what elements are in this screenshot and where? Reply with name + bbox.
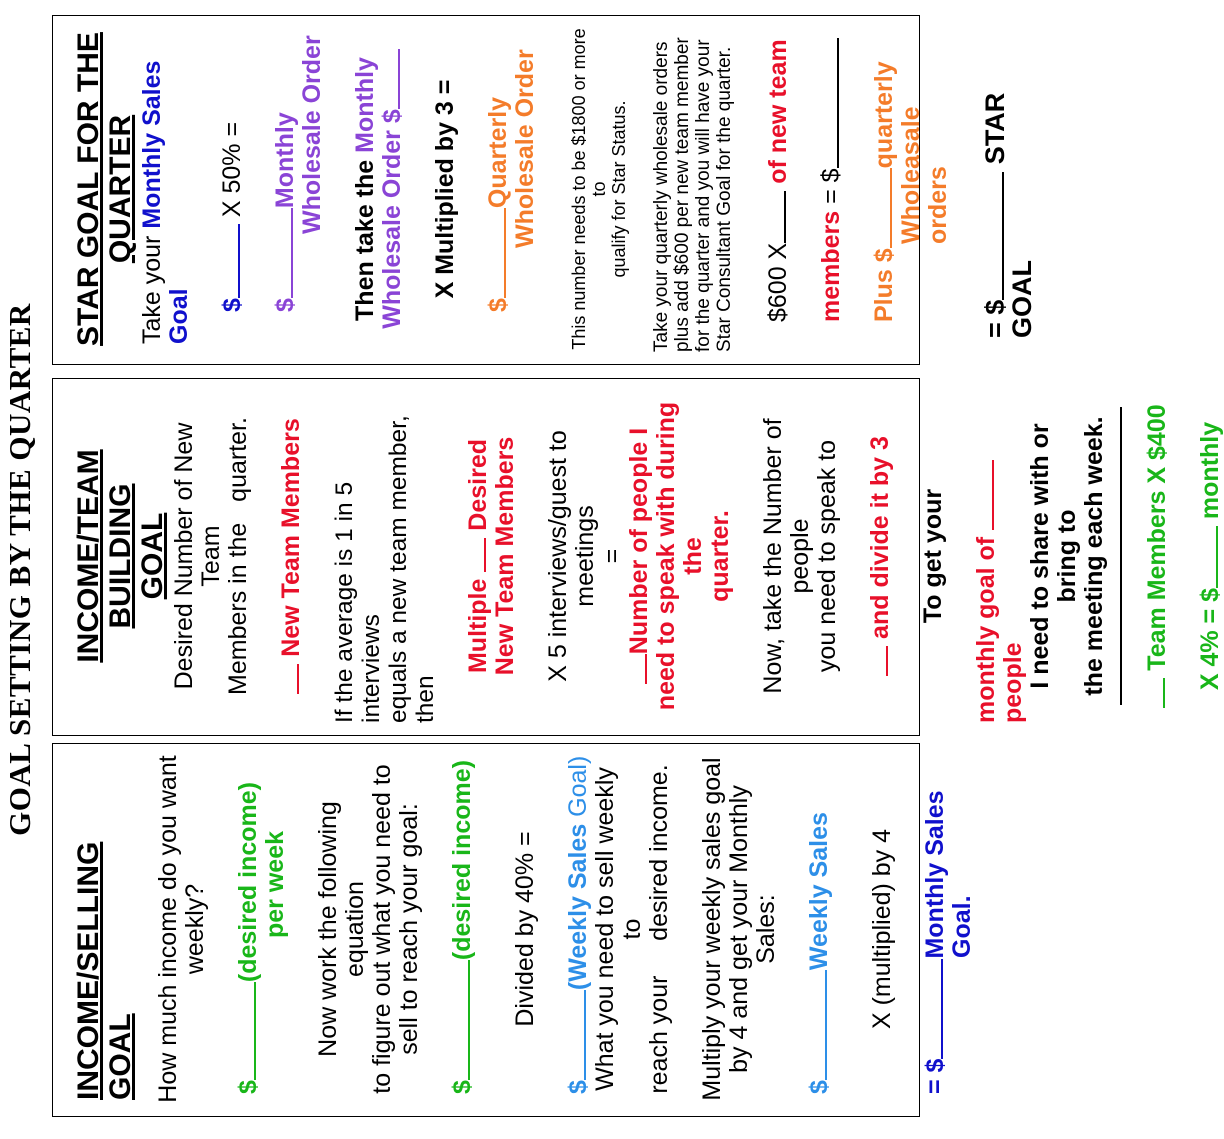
fill-in-blank [837, 38, 839, 168]
dollar-prefix: $ [271, 298, 299, 312]
paren-open: ( [564, 981, 592, 991]
fill-in-blank [825, 970, 827, 1080]
monthly-label: Monthly [271, 112, 299, 209]
star-goal-heading: STAR GOAL FOR THE [72, 32, 105, 346]
equals-dollar-prefix: = $ [921, 1058, 949, 1094]
quarterly-label: quarterly [870, 61, 898, 169]
multiply-instruction-line: Multiply your weekly sales goal [698, 757, 726, 1101]
monthly-goal-label: monthly goal of [972, 536, 1000, 723]
fill-in-blank [484, 538, 486, 572]
monthly-wholesale-line [272, 26, 299, 352]
take-your-label: Take your [138, 235, 166, 344]
monthly-label: monthly [1196, 421, 1224, 520]
team-ratio-line: If the average is 1 in 5 interviews [331, 481, 385, 723]
team-desired-line: Desired Number of New Team [170, 422, 225, 690]
multiply-instruction-line: by 4 and get your Monthly Sales: [725, 785, 780, 1073]
selling-explain-line: What you need to sell weekly to [591, 767, 646, 1091]
fill-in-blank [1216, 526, 1218, 588]
weekly-sales-line [806, 754, 833, 1104]
selling-instruction-line: Now work the following equation [314, 801, 369, 1057]
star-paragraph-line: plus add $600 per new team member [672, 37, 693, 352]
star-note-line: qualify for Star Status. [609, 100, 629, 278]
goal-label: Goal) [564, 755, 592, 817]
fill-in-blank [238, 224, 240, 298]
selling-explain-line: reach your desired income. [645, 764, 673, 1094]
six-hundred-label: $600 X [764, 242, 792, 322]
page-title: GOAL SETTING BY THE QUARTER [2, 303, 37, 836]
selling-question-line: How much income do you want [154, 755, 182, 1103]
to-get-your-label: To get your [919, 488, 947, 624]
fill-in-blank [992, 460, 994, 530]
monthly-sales-label: Monthly Sales [921, 790, 949, 959]
wholesale-order-label: Wholesale Order [511, 49, 539, 248]
fill-in-blank [291, 208, 293, 298]
dollar-prefix: $ [218, 298, 246, 312]
star-goal-total-line [982, 26, 1036, 352]
divider [1120, 407, 1122, 705]
wholesale-order-line [379, 26, 406, 352]
fill-in-blank [645, 654, 647, 684]
team-members-x-400-line [1144, 389, 1171, 723]
dollar-prefix: $ [484, 298, 512, 312]
dollar-prefix: $ [234, 1080, 262, 1094]
desired-income-label: (desired income) [448, 760, 476, 961]
dollar-prefix: $ [805, 1080, 833, 1094]
wholesale-orders-label: Wholeasale orders [897, 106, 952, 244]
monthly-sales-goal-label: Monthly Sales Goal [138, 60, 193, 344]
of-new-team-label: of new team [764, 39, 792, 184]
multiplied-by-line: X (multiplied) by 4 [868, 828, 896, 1030]
multiple-desired-line [465, 389, 492, 723]
team-goal-heading: INCOME/TEAM BUILDING [72, 449, 137, 663]
quarterly-label: Quarterly [484, 96, 512, 209]
star-paragraph-line: Take your quarterly wholesale orders [651, 41, 672, 352]
then-take-line [352, 26, 379, 352]
equals-sign: = [598, 548, 626, 564]
six-hundred-line [765, 26, 792, 352]
divide-by-three-label: and divide it by 3 [866, 436, 894, 639]
star-goal-panel [52, 15, 1037, 365]
new-team-members-line [278, 389, 305, 723]
new-team-members-label: New Team Members [491, 436, 519, 676]
interviews-line: X 5 interviews/guest to meetings [544, 430, 599, 682]
desired-income-label: (desired income) [234, 782, 262, 983]
team-ratio-line: equals a new team member, then [385, 415, 439, 723]
plus-quarterly-line [871, 26, 898, 352]
fifty-percent-label: X 50% = [218, 121, 246, 218]
divide-by-three-line [867, 389, 894, 723]
goal-period-label: Goal. [948, 895, 976, 958]
fill-in-blank [254, 982, 256, 1080]
multiple-label: Multiple [464, 578, 492, 674]
dollar-prefix: $ [448, 1080, 476, 1094]
wholesale-order-label: Wholesale Order $ [378, 109, 406, 329]
selling-goal-heading: INCOME/SELLING GOAL [72, 841, 137, 1100]
share-line: I need to share with or bring to [1026, 423, 1081, 689]
members-line [818, 26, 845, 352]
per-week-label: per week [261, 830, 289, 938]
multiplied-by-3-label: X Multiplied by 3 = [431, 79, 459, 299]
equals-dollar-label: = $ [980, 299, 1010, 338]
fill-in-blank [504, 208, 506, 298]
fill-in-blank [941, 959, 943, 1059]
star-note-line: This number needs to be $1800 or more to [569, 28, 609, 350]
divided-by-line: Divided by 40% = [511, 831, 539, 1027]
star-paragraph-line: for the quarter and you will have your [693, 39, 714, 352]
fill-in-blank [468, 960, 470, 1080]
fill-in-blank [784, 191, 786, 243]
monthly-label: Monthly [351, 57, 379, 153]
fill-in-blank [584, 990, 586, 1080]
people-to-speak-line [626, 389, 653, 723]
divide-instruction-line: Now, take the Number of people [759, 418, 814, 694]
share-line: the meeting each week. [1080, 416, 1108, 696]
selling-goal-panel [52, 743, 976, 1117]
fill-in-blank [1002, 172, 1004, 300]
desired-income-line [235, 754, 262, 1104]
people-to-speak-line: quarter. [706, 510, 734, 602]
weekly-sales-goal-line [565, 754, 592, 1104]
monthly-sales-goal-line [922, 754, 949, 1104]
monthly-income-line [1197, 389, 1224, 723]
team-goal-heading: GOAL [136, 512, 169, 600]
team-desired-line: Members in the quarter. [224, 417, 252, 695]
weekly-sales-label: Weekly Sales [564, 823, 592, 982]
team-building-goal-panel [52, 378, 1224, 736]
members-label: members [817, 210, 845, 322]
take-your-line [139, 26, 193, 352]
plus-dollar-label: Plus $ [870, 248, 898, 322]
fill-in-blank [398, 49, 400, 109]
dollar-prefix: $ [564, 1080, 592, 1094]
divide-instruction-line: you need to speak to [813, 439, 841, 673]
selling-instruction-line: to figure out what you need to [368, 764, 396, 1094]
quarterly-wholesale-line [485, 26, 512, 352]
weekly-sales-label: Weekly Sales [805, 812, 833, 971]
desired-label: Desired [464, 438, 492, 531]
monthly-goal-line [973, 389, 1027, 723]
people-label: people [999, 642, 1027, 723]
fill-in-blank [1163, 678, 1165, 708]
fill-in-blank [886, 646, 888, 676]
selling-instruction-line: sell to reach your goal: [395, 803, 423, 1055]
fill-in-blank [297, 664, 299, 694]
then-take-label: Then take the [351, 159, 379, 321]
people-to-speak-label: Number of people I [625, 427, 653, 655]
desired-income-line-2 [449, 754, 476, 1104]
equals-dollar-label: = $ [817, 168, 845, 204]
people-to-speak-line: need to speak with during the [652, 401, 707, 711]
fill-in-blank [890, 168, 892, 248]
four-percent-label: X 4% = $ [1196, 588, 1224, 691]
star-paragraph-line: Star Consultant Goal for the quarter. [714, 46, 735, 352]
selling-question-line: weekly? [181, 883, 209, 975]
star-goal-heading: QUARTER [104, 114, 137, 264]
star-goal-label: STAR GOAL [980, 92, 1037, 338]
team-members-x-400-label: Team Members X $400 [1143, 404, 1171, 671]
fifty-percent-line [219, 26, 246, 352]
new-team-members-label: New Team Members [277, 418, 305, 657]
wholesale-order-label: Wholesale Order [298, 35, 326, 234]
